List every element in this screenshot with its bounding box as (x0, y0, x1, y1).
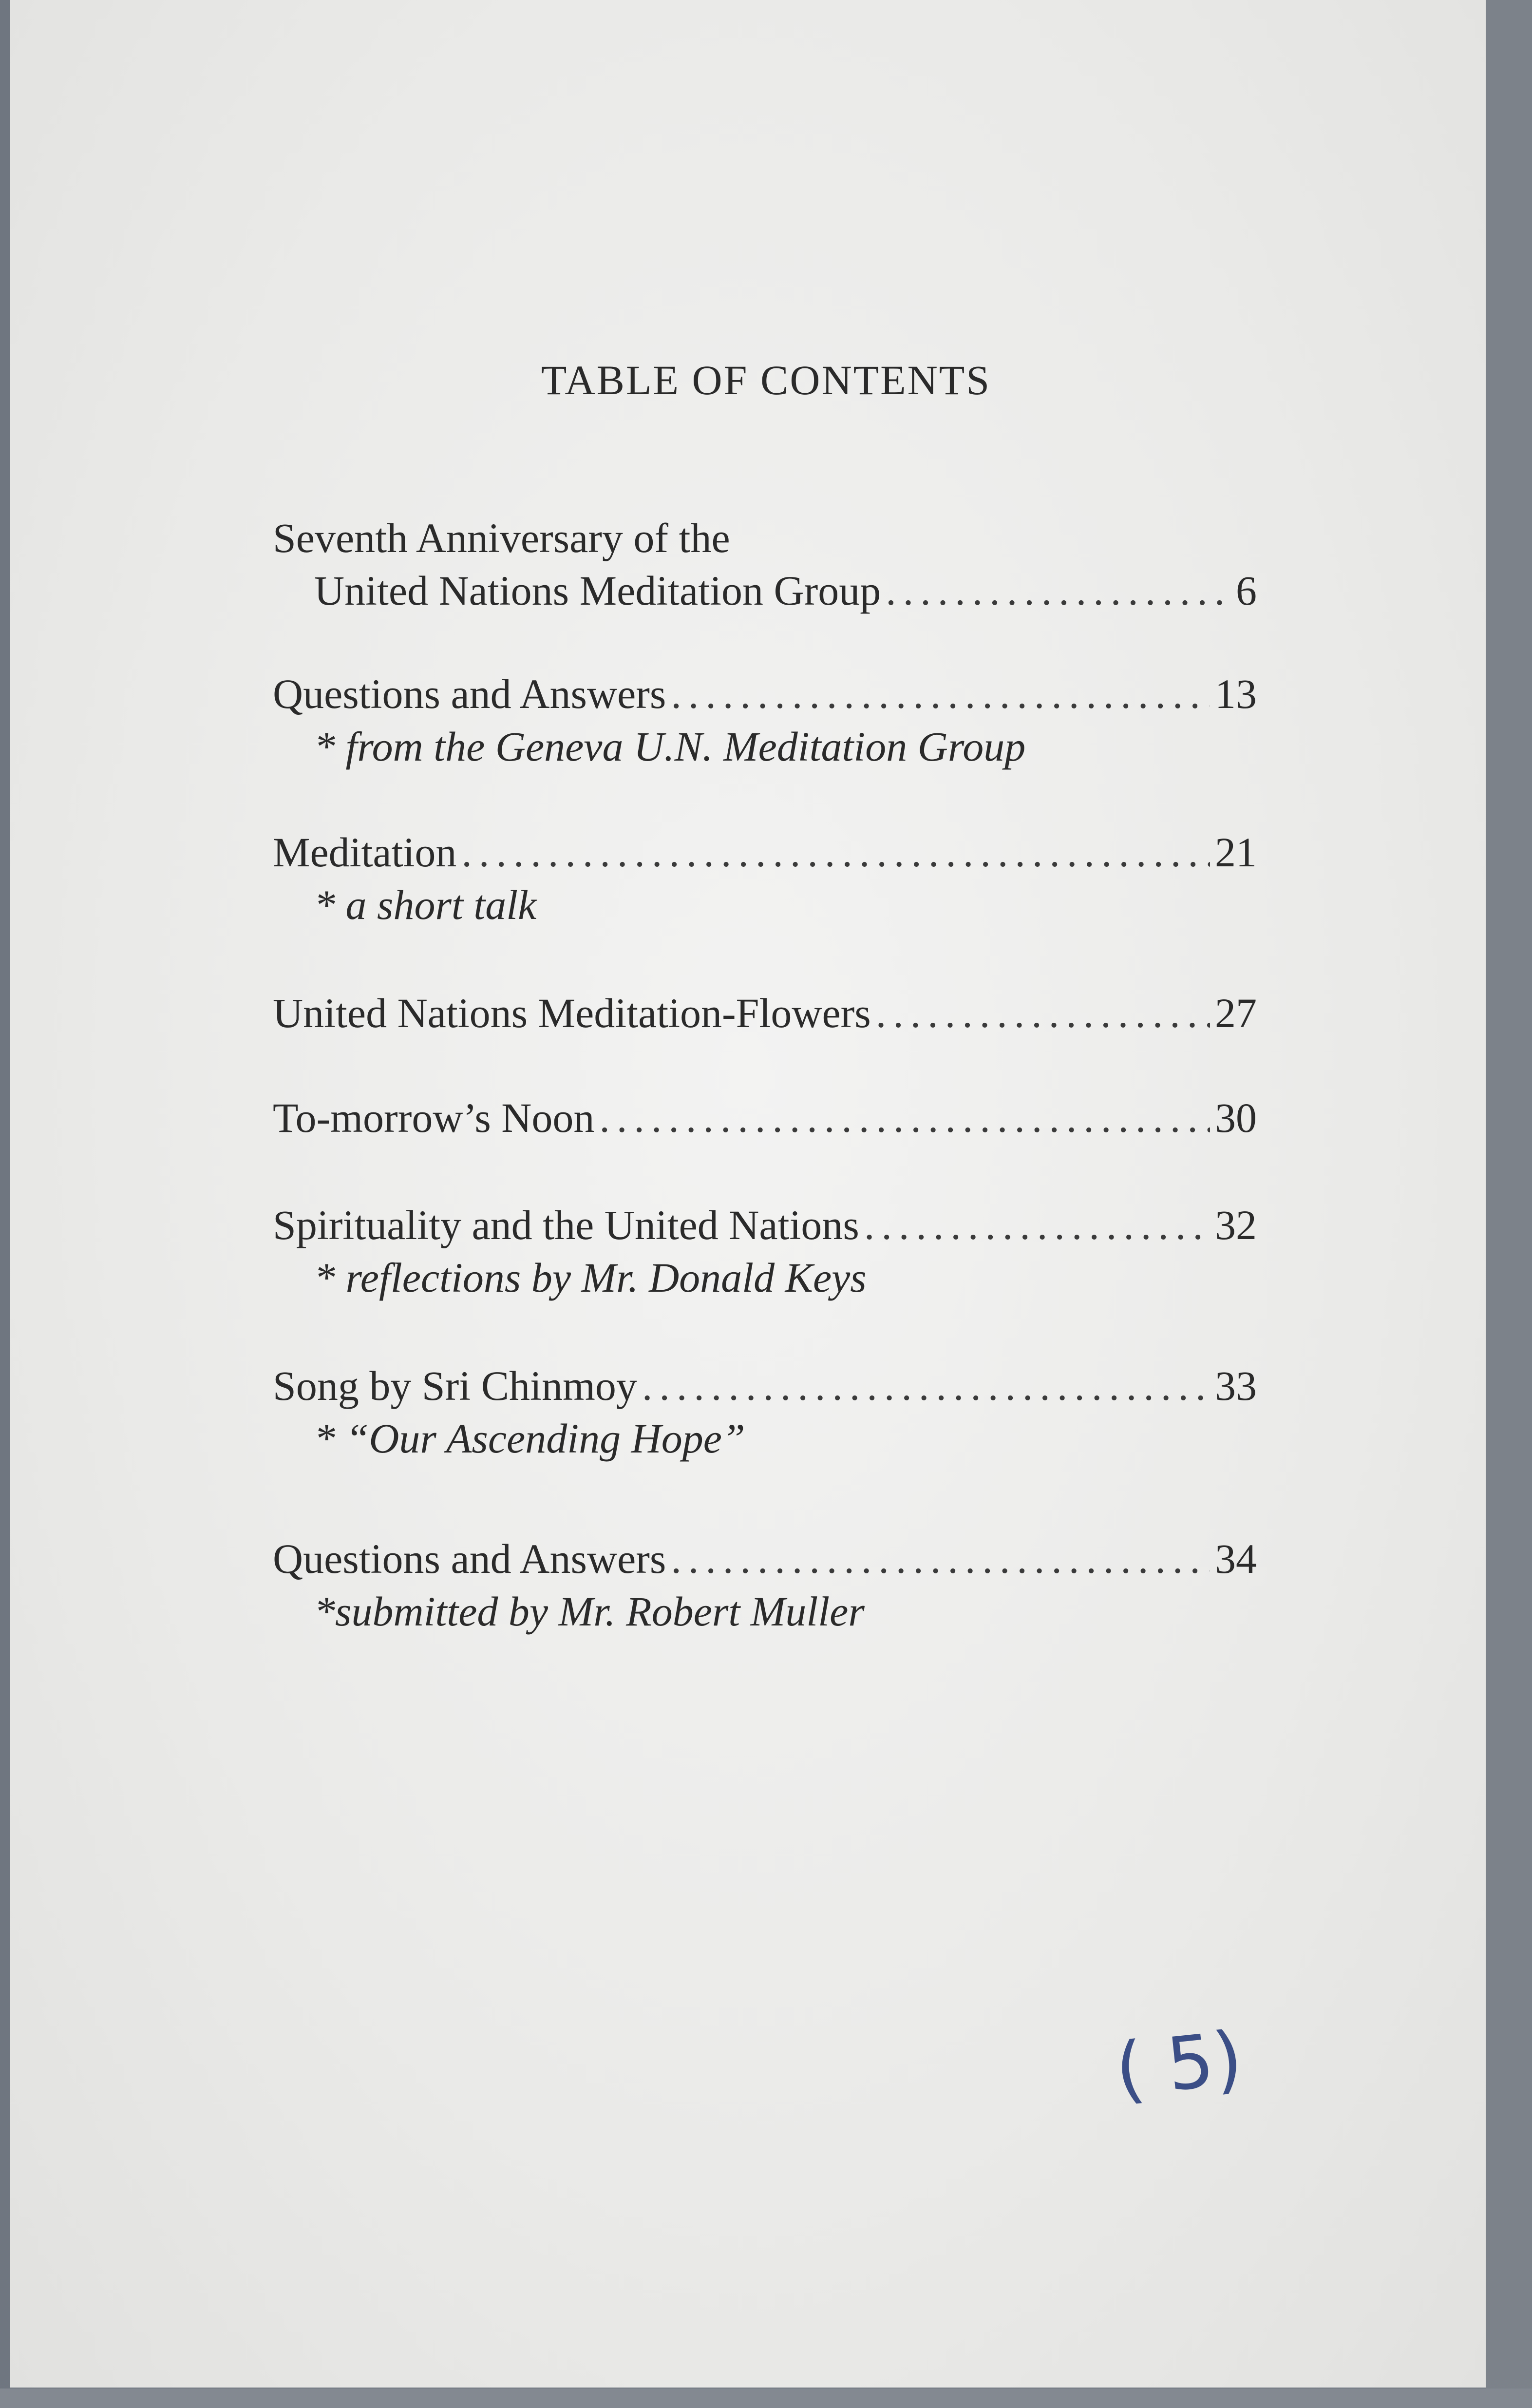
toc-entry-line (273, 668, 1257, 720)
dot-leader (671, 1532, 1210, 1585)
toc-entry-page: 6 (1236, 567, 1257, 614)
dot-leader (642, 1359, 1210, 1412)
dot-leader (876, 987, 1210, 1039)
toc-entry-subtitle: * reflections by Mr. Donald Keys (314, 1254, 867, 1301)
toc-entry-title: United Nations Meditation-Flowers (273, 990, 871, 1036)
toc-entry-title: Questions and Answers (273, 670, 666, 717)
toc-entry (273, 1359, 1257, 1465)
toc-entry-title: Seventh Anniversary of the (273, 515, 730, 561)
toc-entry-page: 34 (1215, 1535, 1257, 1582)
toc-entry-line (273, 987, 1257, 1039)
toc-entry-page: 32 (1215, 1202, 1257, 1248)
toc-entry-subtitle: * a short talk (314, 881, 537, 928)
toc-entry-page: 21 (1215, 829, 1257, 876)
handwritten-page-number: ( 5) (1111, 2015, 1247, 2114)
toc-entry-line (273, 826, 1257, 879)
toc-entry-line (273, 564, 1257, 617)
dot-leader (599, 1091, 1210, 1144)
scanner-background-bottom (0, 2389, 1532, 2408)
toc-entry-page: 27 (1215, 990, 1257, 1036)
toc-entry (273, 1532, 1257, 1638)
toc-entry-subtitle: * from the Geneva U.N. Meditation Group (314, 723, 1026, 770)
toc-entry-line (273, 1359, 1257, 1412)
toc-entry-subtitle: *submitted by Mr. Robert Muller (314, 1588, 865, 1635)
toc-entry (273, 826, 1257, 931)
toc-entry-page: 13 (1215, 670, 1257, 717)
toc-entry (273, 1091, 1257, 1144)
toc-entry-title: United Nations Meditation Group (314, 567, 881, 614)
toc-entry-line (273, 1091, 1257, 1144)
toc-entry (273, 512, 1257, 617)
dot-leader (461, 826, 1210, 879)
toc-entry (273, 668, 1257, 773)
toc-entry-page: 33 (1215, 1362, 1257, 1409)
toc-entry (273, 987, 1257, 1039)
toc-entry-title: Meditation (273, 829, 457, 876)
toc-entry-title: Questions and Answers (273, 1535, 666, 1582)
dot-leader (886, 564, 1231, 617)
toc-entry (273, 1199, 1257, 1304)
dot-leader (671, 668, 1210, 720)
toc-entry-line (273, 1532, 1257, 1585)
dot-leader (864, 1199, 1210, 1251)
toc-entry-page: 30 (1215, 1094, 1257, 1141)
toc-entry-title: Song by Sri Chinmoy (273, 1362, 637, 1409)
page-title: TABLE OF CONTENTS (541, 357, 991, 403)
toc-entry-subtitle: * “Our Ascending Hope” (314, 1415, 745, 1462)
toc-entry-title: To-morrow’s Noon (273, 1094, 595, 1141)
toc-entry-line (273, 512, 1257, 564)
toc-entry-title: Spirituality and the United Nations (273, 1202, 859, 1248)
toc-entry-line (273, 1199, 1257, 1251)
